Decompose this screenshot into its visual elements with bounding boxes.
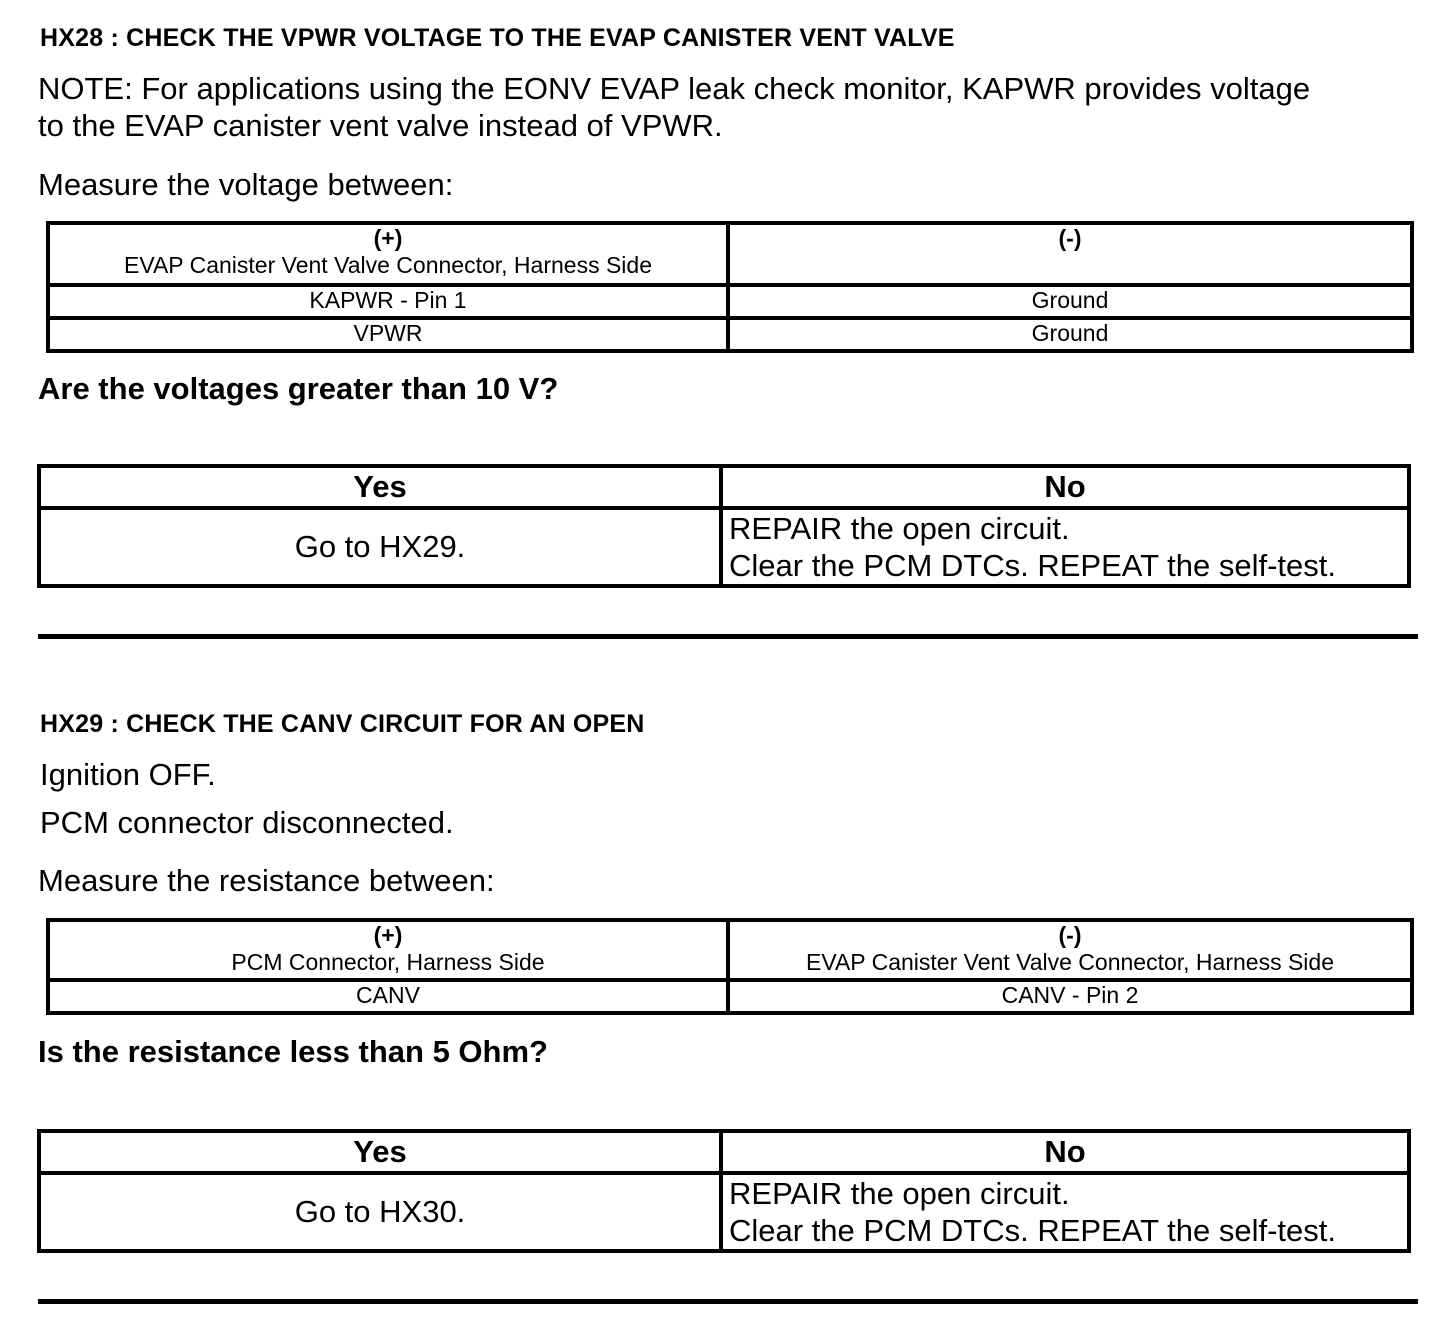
hx28-question: Are the voltages greater than 10 V? [38, 371, 559, 406]
no-action-line2: Clear the PCM DTCs. REPEAT the self-test. [729, 548, 1336, 583]
plus-location: EVAP Canister Vent Valve Connector, Harness Side [123, 252, 652, 278]
hx29-result-table [37, 1129, 1411, 1253]
no-header: No [721, 466, 1409, 508]
hx29-step2: PCM connector disconnected. [40, 805, 454, 840]
hx29-question: Is the resistance less than 5 Ohm? [38, 1034, 548, 1069]
measure-minus-cell: Ground [728, 285, 1412, 318]
result-action-row [39, 1173, 1409, 1251]
hx28-measure-table [46, 221, 1414, 353]
result-header-row [39, 1131, 1409, 1173]
plus-sign: (+) [373, 922, 403, 948]
table-row [48, 980, 1412, 1013]
measure-minus-header [728, 223, 1412, 285]
hx28-note-line1: NOTE: For applications using the EONV EVAP leak check monitor, KAPWR provides voltage [38, 71, 1311, 106]
no-header: No [721, 1131, 1409, 1173]
go-to-hx30-link[interactable]: Go to HX30. [294, 1194, 466, 1229]
section-divider [38, 634, 1418, 639]
go-to-hx29-link[interactable]: Go to HX29. [294, 529, 466, 564]
hx28-measure-intro: Measure the voltage between: [38, 167, 454, 202]
measure-table-header-row [48, 223, 1412, 285]
minus-sign: (-) [1058, 225, 1082, 251]
hx29-step1: Ignition OFF. [40, 757, 216, 792]
plus-sign: (+) [373, 225, 403, 251]
yes-action [39, 508, 721, 586]
no-action [721, 1173, 1409, 1251]
measure-table-header-row [48, 920, 1412, 980]
measure-minus-header [728, 920, 1412, 980]
no-action-line1: REPAIR the open circuit. [729, 1176, 1070, 1211]
table-row [48, 285, 1412, 318]
no-action [721, 508, 1409, 586]
hx28-result-table [37, 464, 1411, 588]
measure-plus-cell: VPWR [48, 318, 728, 351]
yes-header: Yes [39, 466, 721, 508]
result-header-row [39, 466, 1409, 508]
measure-plus-cell: CANV [48, 980, 728, 1013]
measure-plus-cell: KAPWR - Pin 1 [48, 285, 728, 318]
hx28-heading: HX28 : CHECK THE VPWR VOLTAGE TO THE EVAP CANISTER VENT VALVE [40, 24, 955, 52]
hx29-heading: HX29 : CHECK THE CANV CIRCUIT FOR AN OPEN [40, 710, 645, 738]
measure-minus-cell: Ground [728, 318, 1412, 351]
no-action-line2: Clear the PCM DTCs. REPEAT the self-test. [729, 1213, 1336, 1248]
yes-action [39, 1173, 721, 1251]
section-divider [38, 1299, 1418, 1304]
measure-minus-cell: CANV - Pin 2 [728, 980, 1412, 1013]
hx28-note-line2: to the EVAP canister vent valve instead of VPWR. [38, 108, 723, 143]
measure-plus-header [48, 223, 728, 285]
hx29-measure-intro: Measure the resistance between: [38, 863, 495, 898]
result-action-row [39, 508, 1409, 586]
hx29-measure-table [46, 918, 1414, 1015]
measure-plus-header [48, 920, 728, 980]
table-row [48, 318, 1412, 351]
minus-location: EVAP Canister Vent Valve Connector, Harness Side [805, 949, 1334, 975]
yes-header: Yes [39, 1131, 721, 1173]
no-action-line1: REPAIR the open circuit. [729, 511, 1070, 546]
plus-location: PCM Connector, Harness Side [231, 949, 545, 975]
minus-sign: (-) [1058, 922, 1082, 948]
